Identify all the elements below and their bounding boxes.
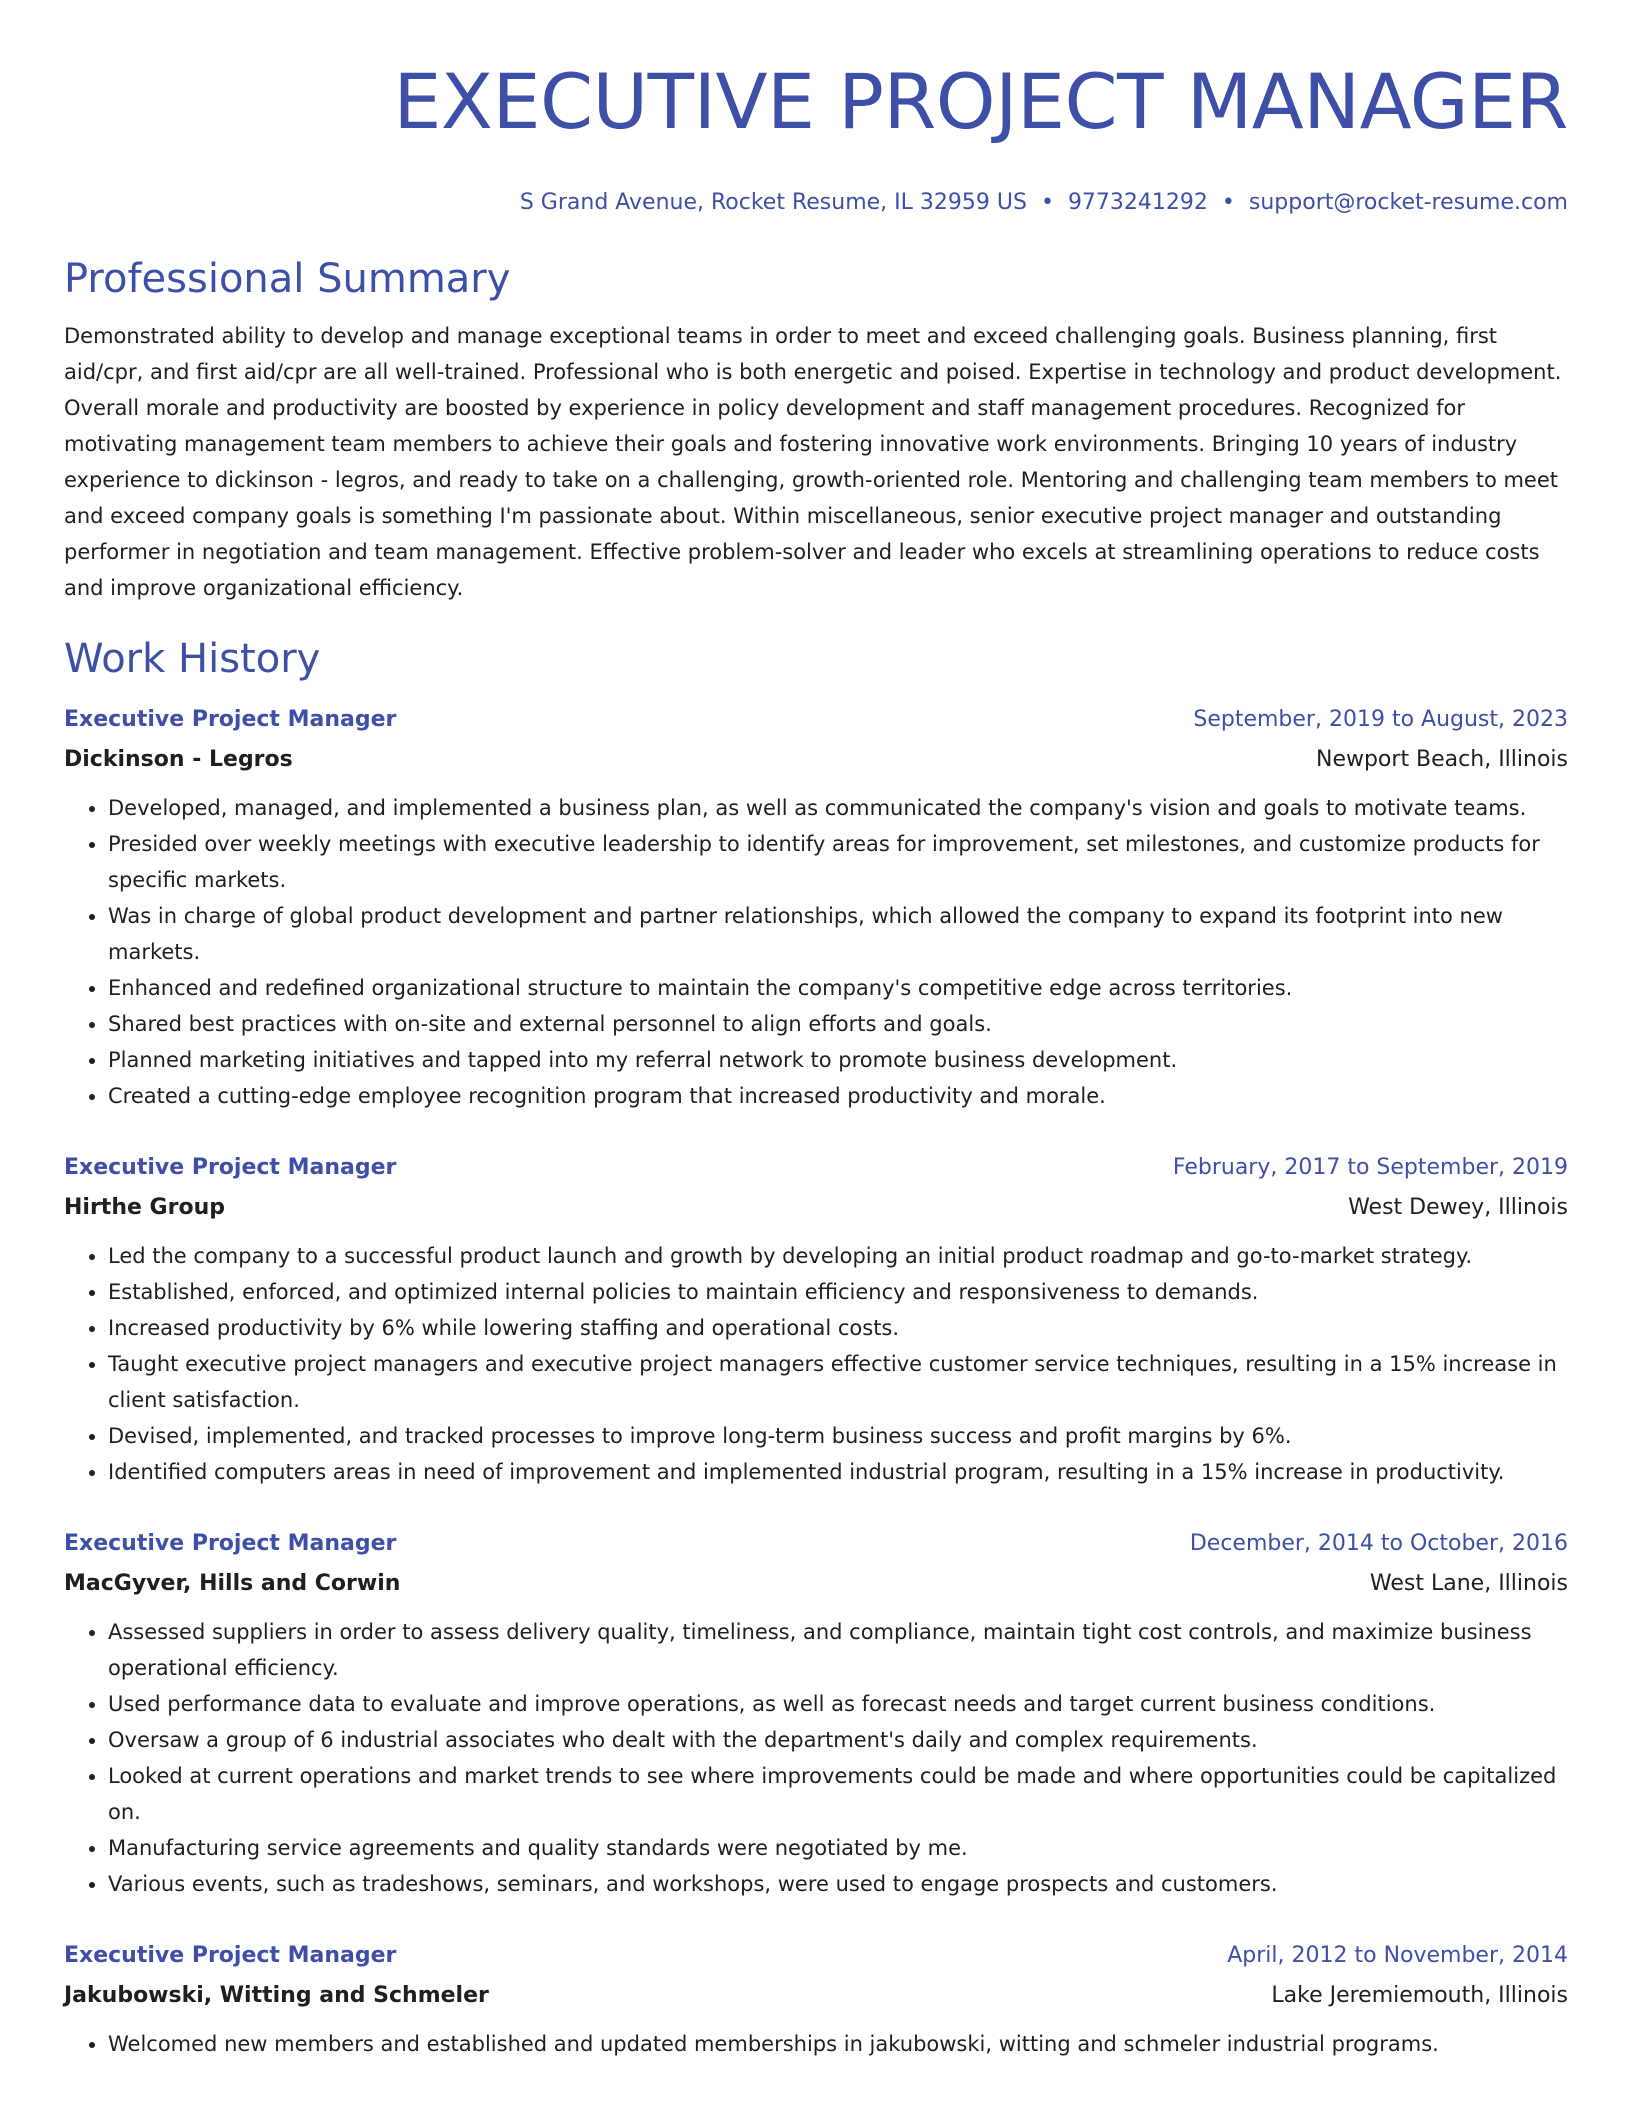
job-dates: December, 2014 to October, 2016 bbox=[1189, 1531, 1568, 1556]
contact-line bbox=[64, 188, 1568, 218]
job-bullet: • Identified computers areas in need of improvement and implemented industrial program, resulting in a 15% increase in productivity. bbox=[108, 1454, 1568, 1490]
resume-page bbox=[64, 0, 1568, 2062]
job-bullets bbox=[64, 1238, 1568, 1490]
job-bullet: • Various events, such as tradeshows, seminars, and workshops, were used to engage prospects and customers. bbox=[108, 1866, 1568, 1902]
job-entry bbox=[64, 1524, 1568, 1902]
job-company: Hirthe Group bbox=[64, 1195, 225, 1220]
job-entry bbox=[64, 1148, 1568, 1490]
job-bullet: • Manufacturing service agreements and quality standards were negotiated by me. bbox=[108, 1830, 1568, 1866]
job-bullet: • Established, enforced, and optimized internal policies to maintain efficiency and responsiveness to demands. bbox=[108, 1274, 1568, 1310]
job-entry bbox=[64, 700, 1568, 1114]
job-bullet: • Was in charge of global product development and partner relationships, which allowed the company to expand its footprint into new markets. bbox=[108, 898, 1568, 970]
job-location: West Lane, Illinois bbox=[1369, 1571, 1568, 1596]
job-location: West Dewey, Illinois bbox=[1348, 1195, 1568, 1220]
job-bullet: • Developed, managed, and implemented a business plan, as well as communicated the company's vision and goals to motivate teams. bbox=[108, 790, 1568, 826]
candidate-name: EXECUTIVE PROJECT MANAGER bbox=[393, 57, 1568, 146]
job-location: Newport Beach, Illinois bbox=[1315, 747, 1568, 772]
job-bullet: • Used performance data to evaluate and improve operations, as well as forecast needs and target current business conditions. bbox=[108, 1686, 1568, 1722]
job-bullet: • Oversaw a group of 6 industrial associates who dealt with the department's daily and complex requirements. bbox=[108, 1722, 1568, 1758]
job-bullet: • Welcomed new members and established and updated memberships in jakubowski, witting and schmeler industrial programs. bbox=[108, 2026, 1568, 2062]
job-bullets bbox=[64, 1614, 1568, 1902]
job-entry bbox=[64, 1936, 1568, 2062]
job-title: Executive Project Manager bbox=[64, 1155, 397, 1180]
contact-phone: 9773241292 bbox=[1067, 190, 1208, 215]
contact-email: support@rocket-resume.com bbox=[1248, 190, 1568, 215]
job-company: MacGyver, Hills and Corwin bbox=[64, 1571, 401, 1596]
job-bullet: • Looked at current operations and market trends to see where improvements could be made and where opportunities could be capitalized on. bbox=[108, 1758, 1568, 1830]
job-bullet: • Assessed suppliers in order to assess delivery quality, timeliness, and compliance, maintain tight cost controls, and maximize business operational efficiency. bbox=[108, 1614, 1568, 1686]
job-bullet: • Increased productivity by 6% while lowering staffing and operational costs. bbox=[108, 1310, 1568, 1346]
job-title: Executive Project Manager bbox=[64, 707, 397, 732]
resume-header bbox=[64, 0, 1568, 218]
contact-address: S Grand Avenue, Rocket Resume, IL 32959 US bbox=[519, 190, 1027, 215]
professional-summary-section bbox=[64, 252, 1568, 606]
work-history-heading: Work History bbox=[64, 636, 321, 682]
job-title: Executive Project Manager bbox=[64, 1943, 397, 1968]
summary-text: Demonstrated ability to develop and manage exceptional teams in order to meet and exceed challenging goals. Business planning, first aid/cpr, and first aid/cpr are all well-trained. Professional who is both energetic and poised. Expertise in technology and product development. Overall morale and productivity are boosted by experience in policy development and staff management procedures. Recognized for motivating management team members to achieve their goals and fostering innovative work environments. Bringing 10 years of industry experience to dickinson - legros, and ready to take on a challenging, growth-oriented role. Mentoring and challenging team members to meet and exceed company goals is something I'm passionate about. Within miscellaneous, senior executive project manager and outstanding performer in negotiation and team management. Effective problem-solver and leader who excels at streamlining operations to reduce costs and improve organizational efficiency. bbox=[64, 324, 1562, 600]
job-location: Lake Jeremiemouth, Illinois bbox=[1271, 1983, 1568, 2008]
job-bullet: • Presided over weekly meetings with executive leadership to identify areas for improvement, set milestones, and customize products for specific markets. bbox=[108, 826, 1568, 898]
job-bullet: • Planned marketing initiatives and tapped into my referral network to promote business development. bbox=[108, 1042, 1568, 1078]
job-bullets bbox=[64, 790, 1568, 1114]
job-bullet: • Shared best practices with on-site and external personnel to align efforts and goals. bbox=[108, 1006, 1568, 1042]
job-bullet: • Taught executive project managers and executive project managers effective customer service techniques, resulting in a 15% increase in client satisfaction. bbox=[108, 1346, 1568, 1418]
job-dates: February, 2017 to September, 2019 bbox=[1172, 1155, 1568, 1180]
job-bullets bbox=[64, 2026, 1568, 2062]
job-title: Executive Project Manager bbox=[64, 1531, 397, 1556]
job-bullet: • Created a cutting-edge employee recognition program that increased productivity and morale. bbox=[108, 1078, 1568, 1114]
job-dates: September, 2019 to August, 2023 bbox=[1193, 707, 1568, 732]
job-company: Jakubowski, Witting and Schmeler bbox=[64, 1983, 489, 2008]
summary-heading: Professional Summary bbox=[64, 256, 511, 302]
work-history-section bbox=[64, 632, 1568, 2062]
job-bullet: • Enhanced and redefined organizational structure to maintain the company's competitive edge across territories. bbox=[108, 970, 1568, 1006]
job-company: Dickinson - Legros bbox=[64, 747, 293, 772]
contact-separator: • bbox=[1221, 190, 1235, 215]
job-bullet: • Devised, implemented, and tracked processes to improve long-term business success and profit margins by 6%. bbox=[108, 1418, 1568, 1454]
job-bullet: • Led the company to a successful product launch and growth by developing an initial product roadmap and go-to-market strategy. bbox=[108, 1238, 1568, 1274]
job-dates: April, 2012 to November, 2014 bbox=[1227, 1943, 1568, 1968]
contact-separator: • bbox=[1040, 190, 1054, 215]
